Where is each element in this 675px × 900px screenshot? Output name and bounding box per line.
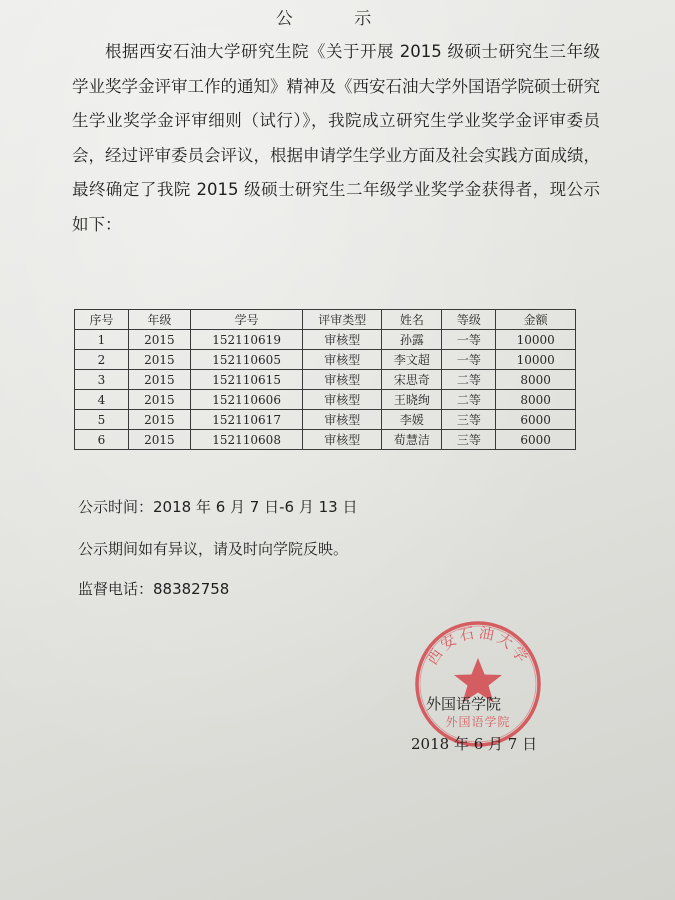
notice-body: 根据西安石油大学研究生院《关于开展 2015 级硕士研究生三年级学业奖学金评审工作的通知》精神及《西安石油大学外国语学院硕士研究生学业奖学金评审细则（试行）》，我院成立研究生学业奖学金评审委员会，经过评审委员会评议，根据申请学生学业方面及社会实践方面成绩，最终确定了我院 2015 级硕士研究生二年级学业奖学金获得者，现公示如下： <box>72 42 600 234</box>
cell-name: 李媛 <box>382 410 442 430</box>
cell-amount: 6000 <box>496 430 576 450</box>
supervision-phone: 监督电话：88382758 <box>78 580 230 598</box>
cell-grade: 2015 <box>128 410 190 430</box>
cell-name: 王晓绚 <box>382 390 442 410</box>
cell-seq: 1 <box>75 330 129 350</box>
cell-amount: 8000 <box>496 370 576 390</box>
cell-level: 三等 <box>442 410 496 430</box>
cell-grade: 2015 <box>128 390 190 410</box>
cell-amount: 8000 <box>496 390 576 410</box>
cell-amount: 10000 <box>496 350 576 370</box>
seal-text: 西安石油大学 <box>423 623 533 669</box>
cell-grade: 2015 <box>128 370 190 390</box>
cell-level: 一等 <box>442 350 496 370</box>
table-row <box>75 370 576 390</box>
header-student-id: 学号 <box>190 310 302 330</box>
cell-seq: 4 <box>75 390 129 410</box>
signature-date: 2018 年 6 月 7 日 <box>411 735 538 753</box>
cell-level: 二等 <box>442 390 496 410</box>
table-row <box>75 430 576 450</box>
cell-student-id: 152110617 <box>190 410 302 430</box>
cell-student-id: 152110605 <box>190 350 302 370</box>
table-row <box>75 410 576 430</box>
header-amount: 金额 <box>496 310 576 330</box>
table-row <box>75 350 576 370</box>
scholarship-table <box>74 309 576 450</box>
cell-student-id: 152110606 <box>190 390 302 410</box>
svg-text:外国语学院: 外国语学院 <box>445 715 511 729</box>
cell-name: 宋思奇 <box>382 370 442 390</box>
cell-seq: 6 <box>75 430 129 450</box>
cell-review-type: 审核型 <box>303 330 382 350</box>
cell-name: 荀慧洁 <box>382 430 442 450</box>
header-seq: 序号 <box>75 310 129 330</box>
header-level: 等级 <box>442 310 496 330</box>
cell-student-id: 152110615 <box>190 370 302 390</box>
cell-seq: 3 <box>75 370 129 390</box>
objection-note: 公示期间如有异议，请及时向学院反映。 <box>78 540 349 558</box>
table-header-row <box>75 310 576 330</box>
cell-grade: 2015 <box>128 350 190 370</box>
header-name: 姓名 <box>382 310 442 330</box>
notice-title: 公 示 <box>275 9 400 29</box>
cell-review-type: 审核型 <box>303 350 382 370</box>
cell-amount: 6000 <box>496 410 576 430</box>
cell-name: 孙露 <box>382 330 442 350</box>
notice-period: 公示时间：2018 年 6 月 7 日-6 月 13 日 <box>78 498 358 516</box>
cell-grade: 2015 <box>128 330 190 350</box>
cell-level: 一等 <box>442 330 496 350</box>
cell-seq: 5 <box>75 410 129 430</box>
header-review-type: 评审类型 <box>303 310 382 330</box>
official-seal <box>412 618 544 750</box>
cell-level: 二等 <box>442 370 496 390</box>
signature-unit: 外国语学院 <box>426 695 502 713</box>
cell-seq: 2 <box>75 350 129 370</box>
cell-student-id: 152110608 <box>190 430 302 450</box>
cell-student-id: 152110619 <box>190 330 302 350</box>
table-row <box>75 330 576 350</box>
cell-review-type: 审核型 <box>303 410 382 430</box>
cell-review-type: 审核型 <box>303 430 382 450</box>
cell-level: 三等 <box>442 430 496 450</box>
table-row <box>75 390 576 410</box>
cell-grade: 2015 <box>128 430 190 450</box>
header-grade: 年级 <box>128 310 190 330</box>
cell-amount: 10000 <box>496 330 576 350</box>
cell-review-type: 审核型 <box>303 370 382 390</box>
cell-name: 李文超 <box>382 350 442 370</box>
cell-review-type: 审核型 <box>303 390 382 410</box>
